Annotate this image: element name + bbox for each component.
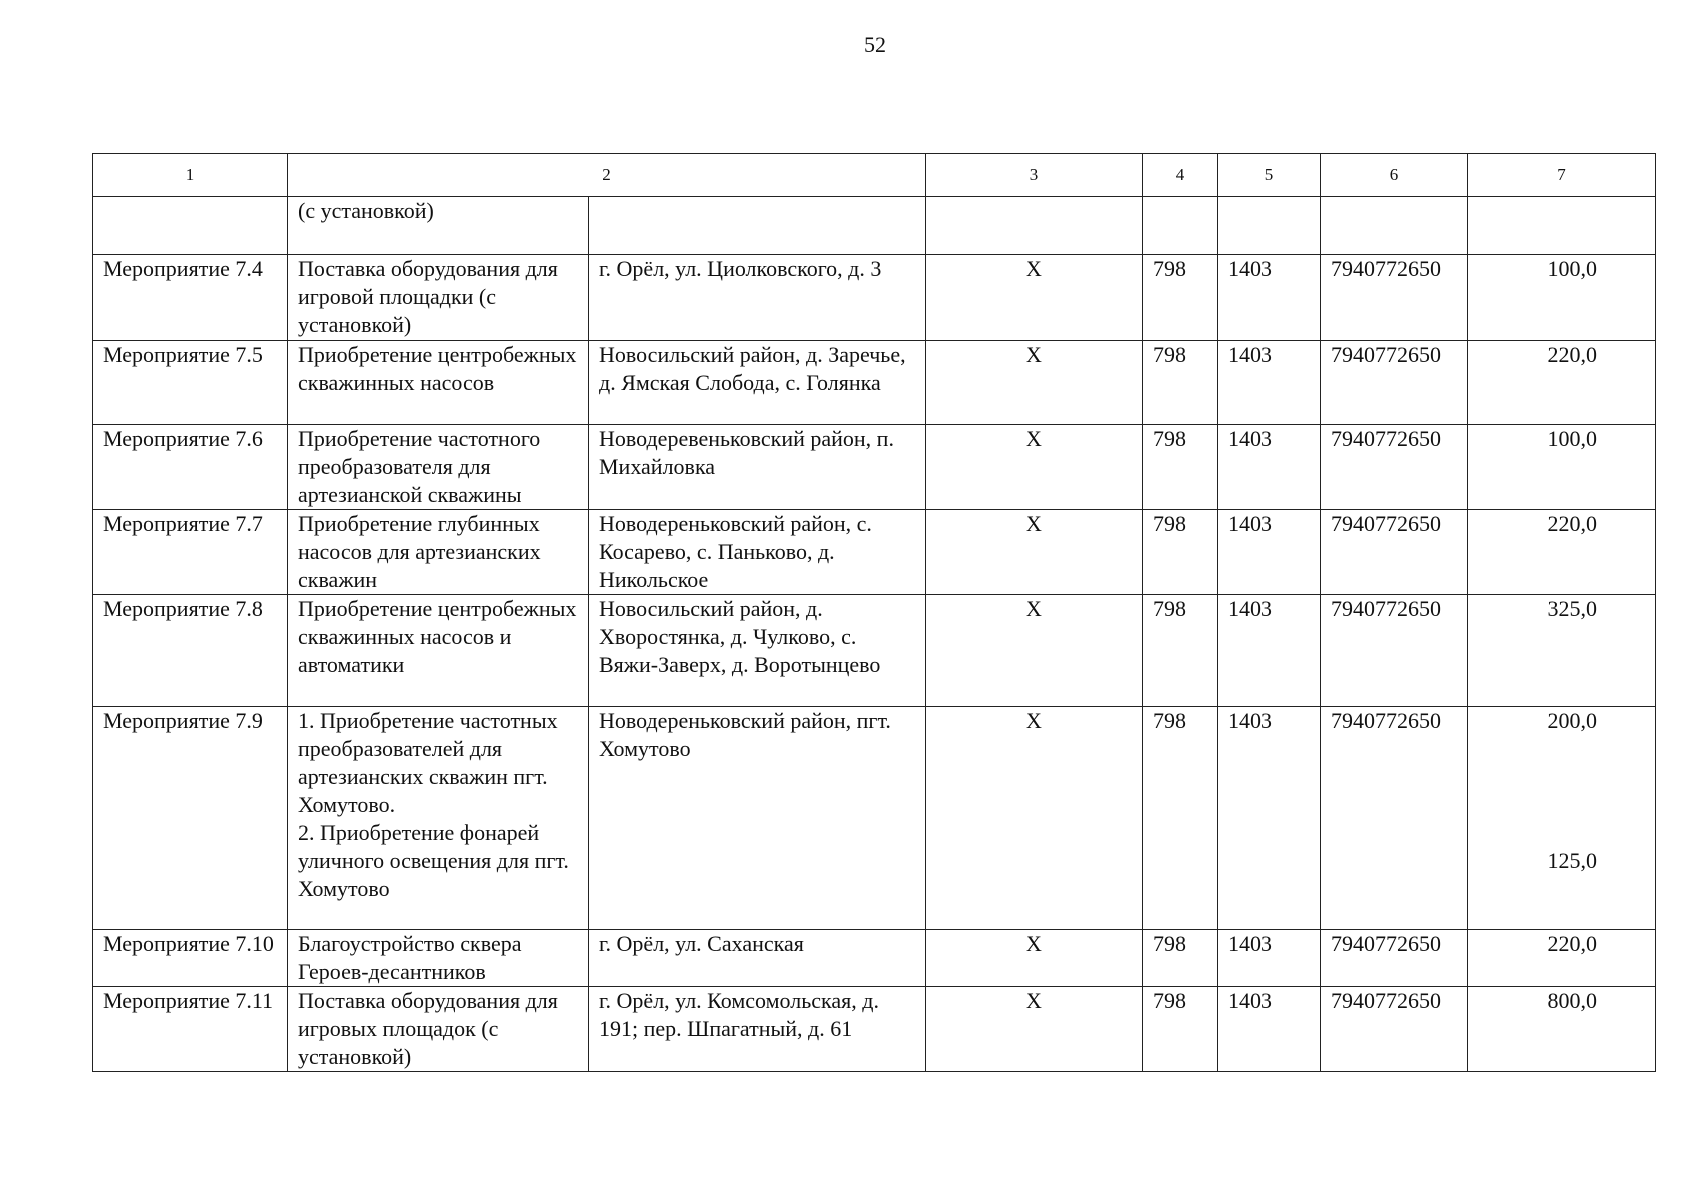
name-cell: (с установкой) <box>288 197 589 255</box>
name-cell: Поставка оборудования для игровых площадок (с установкой) <box>288 987 589 1072</box>
col5-cell: 1403 <box>1218 255 1321 341</box>
col6-cell: 7940772650 <box>1321 987 1468 1072</box>
location-cell: Новодереньковский район, пгт. Хомутово <box>589 707 926 930</box>
name-cell: Приобретение центробежных скважинных насосов <box>288 341 589 425</box>
location-cell: Новосильский район, д. Заречье, д. Ямская Слобода, с. Голянка <box>589 341 926 425</box>
col5-cell: 1403 <box>1218 987 1321 1072</box>
event-cell: Мероприятие 7.9 <box>93 707 288 930</box>
col5-cell: 1403 <box>1218 425 1321 510</box>
event-cell: Мероприятие 7.7 <box>93 510 288 595</box>
event-cell: Мероприятие 7.5 <box>93 341 288 425</box>
budget-table <box>92 153 1656 1072</box>
name-part: 2. Приобретение фонарей уличного освещения для пгт. Хомутово <box>298 820 569 901</box>
col3-cell: Х <box>926 707 1143 930</box>
col6-cell: 7940772650 <box>1321 595 1468 707</box>
col3-cell <box>926 197 1143 255</box>
col5-cell: 1403 <box>1218 510 1321 595</box>
col6-cell: 7940772650 <box>1321 510 1468 595</box>
amount-cell: 220,0 <box>1468 341 1656 425</box>
location-cell <box>589 197 926 255</box>
col6-cell: 7940772650 <box>1321 425 1468 510</box>
col5-cell: 1403 <box>1218 595 1321 707</box>
table-row <box>93 595 1656 707</box>
table-row <box>93 987 1656 1072</box>
name-cell: Приобретение частотного преобразователя для артезианской скважины <box>288 425 589 510</box>
location-cell: Новодереньковский район, с. Косарево, с. Паньково, д. Никольское <box>589 510 926 595</box>
name-cell: Поставка оборудования для игровой площадки (с установкой) <box>288 255 589 341</box>
col3-cell: Х <box>926 510 1143 595</box>
location-cell: г. Орёл, ул. Саханская <box>589 930 926 987</box>
amount-cell: 800,0 <box>1468 987 1656 1072</box>
col6-cell: 7940772650 <box>1321 930 1468 987</box>
col5-cell: 1403 <box>1218 707 1321 930</box>
header-cell: 2 <box>288 154 926 197</box>
col4-cell: 798 <box>1143 707 1218 930</box>
amount-cell: 100,0 <box>1468 255 1656 341</box>
header-cell: 1 <box>93 154 288 197</box>
table-row <box>93 341 1656 425</box>
col4-cell: 798 <box>1143 595 1218 707</box>
amount-cell: 325,0 <box>1468 595 1656 707</box>
name-cell: Приобретение глубинных насосов для артезианских скважин <box>288 510 589 595</box>
col6-cell: 7940772650 <box>1321 707 1468 930</box>
amount-part: 125,0 <box>1547 848 1597 873</box>
amount-cell: 100,0 <box>1468 425 1656 510</box>
event-cell: Мероприятие 7.10 <box>93 930 288 987</box>
col4-cell: 798 <box>1143 987 1218 1072</box>
col5-cell: 1403 <box>1218 341 1321 425</box>
event-cell <box>93 197 288 255</box>
page-number: 52 <box>864 32 886 57</box>
amount-cell: 220,0 <box>1468 930 1656 987</box>
location-cell: г. Орёл, ул. Комсомольская, д. 191; пер. Шпагатный, д. 61 <box>589 987 926 1072</box>
name-part: 1. Приобретение частотных преобразователей для артезианских скважин пгт. Хомутово. <box>298 708 558 817</box>
amount-cell: 220,0 <box>1468 510 1656 595</box>
col3-cell: Х <box>926 595 1143 707</box>
event-cell: Мероприятие 7.6 <box>93 425 288 510</box>
col4-cell: 798 <box>1143 255 1218 341</box>
location-cell: Новосильский район, д. Хворостянка, д. Чулково, с. Вяжи-Заверх, д. Воротынцево <box>589 595 926 707</box>
header-row <box>93 154 1656 197</box>
amount-part: 200,0 <box>1547 708 1597 733</box>
table-row <box>93 930 1656 987</box>
name-cell: Благоустройство сквера Героев-десантников <box>288 930 589 987</box>
table-row <box>93 255 1656 341</box>
header-cell: 6 <box>1321 154 1468 197</box>
col4-cell: 798 <box>1143 425 1218 510</box>
col3-cell: Х <box>926 987 1143 1072</box>
table-row <box>93 510 1656 595</box>
col3-cell: Х <box>926 255 1143 341</box>
col4-cell: 798 <box>1143 930 1218 987</box>
event-cell: Мероприятие 7.11 <box>93 987 288 1072</box>
event-cell: Мероприятие 7.8 <box>93 595 288 707</box>
name-cell <box>288 707 589 930</box>
col6-cell: 7940772650 <box>1321 255 1468 341</box>
col5-cell: 1403 <box>1218 930 1321 987</box>
table-row <box>93 425 1656 510</box>
col5-cell <box>1218 197 1321 255</box>
col4-cell: 798 <box>1143 341 1218 425</box>
location-cell: Новодеревеньковский район, п. Михайловка <box>589 425 926 510</box>
header-cell: 4 <box>1143 154 1218 197</box>
header-cell: 7 <box>1468 154 1656 197</box>
table-row <box>93 707 1656 930</box>
location-cell: г. Орёл, ул. Циолковского, д. 3 <box>589 255 926 341</box>
header-cell: 3 <box>926 154 1143 197</box>
amount-cell <box>1468 197 1656 255</box>
col4-cell: 798 <box>1143 510 1218 595</box>
event-cell: Мероприятие 7.4 <box>93 255 288 341</box>
col3-cell: Х <box>926 930 1143 987</box>
header-cell: 5 <box>1218 154 1321 197</box>
col6-cell <box>1321 197 1468 255</box>
table-row <box>93 197 1656 255</box>
col3-cell: Х <box>926 341 1143 425</box>
name-cell: Приобретение центробежных скважинных насосов и автоматики <box>288 595 589 707</box>
col6-cell: 7940772650 <box>1321 341 1468 425</box>
amount-cell <box>1468 707 1656 930</box>
col4-cell <box>1143 197 1218 255</box>
col3-cell: Х <box>926 425 1143 510</box>
